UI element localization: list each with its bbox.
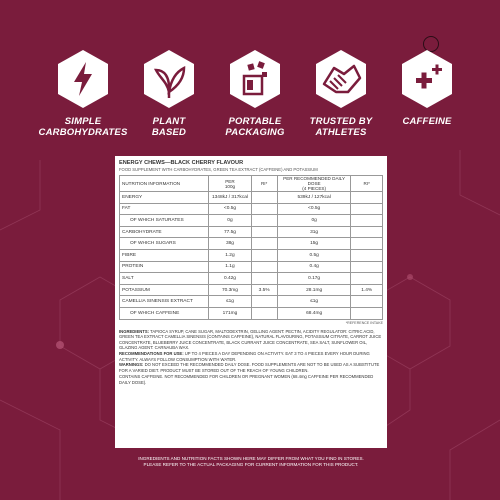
ri-per-100g [251,238,277,250]
value-per-100g: 0.42g [209,273,251,285]
value-per-100g: 1348kJ / 317kcal [209,192,251,204]
ri-per-dose [351,296,383,308]
table-row [120,261,383,273]
panel-title: ENERGY CHEWS—BLACK CHERRY FLAVOUR [119,160,244,166]
ingredients-text: INGREDIENTS: TAPIOCA SYRUP, CANE SUGAR, MALTODEXTRIN, GELLING AGENT: PECTIN, ACIDITY REGULATOR: CITRIC ACID, GREEN TEA EXTRACT CAMELLIA SINENSIS (CONTAINS CAFFEINE), NATURAL FLAVOURING, POTASSIUM CITRATE, CARROT JUICE CONCENTRATE, BLUEBERRY JUICE CONCENTRATE, BLACK CURRANT JUICE CONCENTRATE, SEA SALT, SUNFLOWER OIL, GLAZING AGENT: CARNAUBA WAX. [119,328,382,351]
ri-per-100g [251,192,277,204]
ri-per-100g [251,261,277,273]
benefit-label: PORTABLE PACKAGING [225,116,285,138]
handshake-icon [310,48,372,110]
ri-per-dose [351,261,383,273]
value-per-100g: 70.3mg [209,284,251,296]
benefit-plant-based [126,48,212,138]
nutrient-name: CAMELLIA SINENSIS EXTRACT [120,296,209,308]
plus-icon [396,48,458,110]
value-per-dose: 0.4g [277,261,351,273]
leaf-icon [138,48,200,110]
ri-per-100g [251,226,277,238]
value-per-100g: 77.5g [209,226,251,238]
value-per-100g: 1.2g [209,249,251,261]
value-per-dose: 28.1mg [277,284,351,296]
header-ri-1: RI* [251,176,277,192]
value-per-dose: 0.17g [277,273,351,285]
panel-subtitle: FOOD SUPPLEMENT WITH CARBOHYDRATES, GREEN TEA EXTRACT (CAFFEINE) AND POTASSIUM [119,167,318,172]
ri-per-100g [251,203,277,215]
benefits-row [40,48,470,138]
ri-per-100g [251,249,277,261]
value-per-dose: ≤1g [277,296,351,308]
benefit-label: TRUSTED BY ATHLETES [309,116,373,138]
ri-per-dose [351,203,383,215]
ri-per-100g [251,215,277,227]
value-per-100g: 0g [209,215,251,227]
ri-per-dose [351,238,383,250]
nutrient-name: PROTEIN [120,261,209,273]
package-icon [224,48,286,110]
ri-per-100g [251,273,277,285]
benefit-label: CAFFEINE [402,116,452,127]
warnings-text: WARNINGS: DO NOT EXCEED THE RECOMMENDED DAILY DOSE. FOOD SUPPLEMENTS ARE NOT TO BE USED AS A SUBSTITUTE FOR A VARIED DIET. PRODUCT MUST BE STORED OUT OF THE REACH OF YOUNG CHILDREN. [119,362,380,373]
nutrient-name: POTASSIUM [120,284,209,296]
value-per-dose: <0.5g [277,203,351,215]
disclaimer-line-2: PLEASE REFER TO THE ACTUAL PACKAGING FOR CURRENT INFORMATION FOR THIS PRODUCT. [143,462,359,468]
table-row [120,307,383,319]
table-row [120,273,383,285]
nutrient-name: FIBRE [120,249,209,261]
nutrition-panel [115,156,387,448]
nutrient-name: SALT [120,273,209,285]
ri-per-dose [351,192,383,204]
header-info: NUTRITION INFORMATION [120,176,209,192]
ri-per-100g [251,307,277,319]
benefit-trusted-by-athletes [298,48,384,138]
ri-per-dose [351,215,383,227]
nutrient-name: FAT [120,203,209,215]
nutrient-name: OF WHICH SATURATES [120,215,209,227]
header-daily-dose: PER RECOMMENDED DAILY DOSE (4 PIECES) [277,176,351,192]
value-per-100g: ≤1g [209,296,251,308]
ri-per-dose: 1.4% [351,284,383,296]
value-per-100g: 1.1g [209,261,251,273]
table-row [120,226,383,238]
ri-per-dose [351,273,383,285]
table-header-row [120,176,383,192]
table-row [120,192,383,204]
table-row [120,203,383,215]
caffeine-note: CONTAINS CAFFEINE. NOT RECOMMENDED FOR CHILDREN OR PREGNANT WOMEN (68.4mg CAFFEINE PER RECOMMENDED DAILY DOSE). [119,374,374,385]
value-per-100g: <0.5g [209,203,251,215]
ri-per-100g [251,296,277,308]
value-per-dose: 15g [277,238,351,250]
benefit-label: SIMPLE CARBOHYDRATES [38,116,128,138]
table-row [120,249,383,261]
nutrition-table [119,175,383,320]
value-per-100g: 38g [209,238,251,250]
value-per-dose: 0.5g [277,249,351,261]
value-per-dose: 0g [277,215,351,227]
table-row [120,284,383,296]
ri-per-100g: 3.5% [251,284,277,296]
benefit-caffeine [384,48,470,138]
benefit-portable-packaging [212,48,298,138]
value-per-dose: 539kJ / 127kcal [277,192,351,204]
recommendations-text: RECOMMENDATIONS FOR USE: UP TO 4 PIECES A DAY DEPENDING ON ACTIVITY. EAT 3 TO 4 PIECES EVERY HOUR DURING ACTIVITY. ALWAYS FOLLOW CONSUMPTION WITH WATER. [119,350,370,362]
reference-intake-note: *REFERENCE INTAKE [345,320,383,325]
disclaimer-line-1: INGREDIENTS AND NUTRITION FACTS SHOWN HERE MAY DIFFER FROM WHAT YOU FIND IN STORES. [138,456,364,461]
disclaimer-footer [110,456,392,469]
benefit-label: PLANT BASED [151,116,187,138]
value-per-dose: 31g [277,226,351,238]
header-per-100g: PER 100g [209,176,251,192]
table-row [120,296,383,308]
value-per-100g: 171mg [209,307,251,319]
ri-per-dose [351,249,383,261]
table-row [120,238,383,250]
benefit-simple-carbohydrates [40,48,126,138]
nutrient-name: ENERGY [120,192,209,204]
table-row [120,215,383,227]
header-ri-2: RI* [351,176,383,192]
ri-per-dose [351,307,383,319]
value-per-dose: 68.4mg [277,307,351,319]
lightning-bolt-icon [52,48,114,110]
nutrient-name: OF WHICH SUGARS [120,238,209,250]
nutrient-name: OF WHICH CAFFEINE [120,307,209,319]
nutrient-name: CARBOHYDRATE [120,226,209,238]
ri-per-dose [351,226,383,238]
